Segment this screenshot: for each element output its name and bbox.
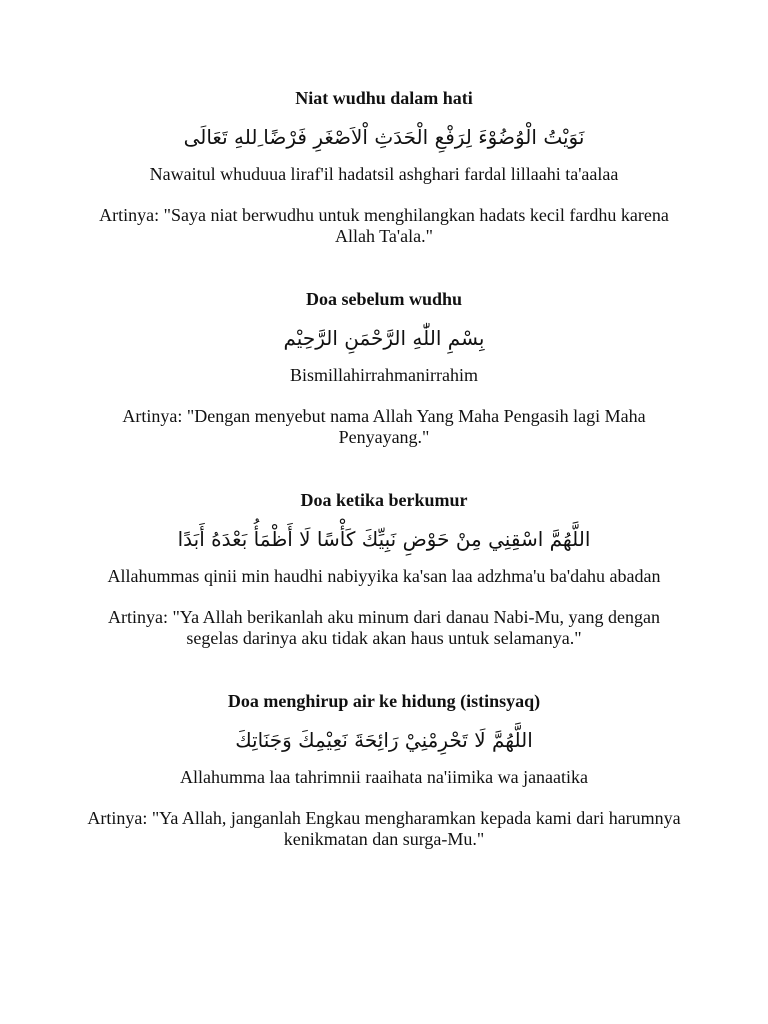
section-spacer (0, 649, 768, 689)
section-niat-wudhu (84, 86, 684, 247)
meaning-text: Artinya: "Dengan menyebut nama Allah Yang Maha Pengasih lagi Maha Penyayang." (122, 406, 646, 447)
transliteration-text: Nawaitul whuduua liraf'il hadatsil ashghari fardal lillaahi ta'aalaa (149, 164, 619, 184)
section-heading: Doa sebelum wudhu (305, 289, 463, 309)
section-spacer (0, 448, 768, 488)
section-heading: Doa menghirup air ke hidung (istinsyaq) (227, 691, 541, 711)
section-doa-sebelum-wudhu (84, 287, 684, 448)
section-heading: Niat wudhu dalam hati (295, 88, 473, 108)
transliteration-text: Bismillahirrahmanirrahim (290, 365, 478, 385)
meaning-text: Artinya: "Saya niat berwudhu untuk menghilangkan hadats kecil fardhu karena Allah Ta'ala." (99, 205, 669, 246)
transliteration-text: Allahummas qinii min haudhi nabiyyika ka'san laa adzhma'u ba'dahu abadan (107, 566, 661, 586)
section-heading: Doa ketika berkumur (300, 490, 468, 510)
section-doa-istinsyaq (84, 689, 684, 850)
arabic-text: اللَّهُمَّ اسْقِنِي مِنْ حَوْضِ نَبِيِّكَ كَأْسًا لَا أَظْمَأُ بَعْدَهُ أَبَدًا (177, 527, 591, 551)
arabic-text: نَوَيْتُ الْوُضُوْءَ لِرَفْعِ الْحَدَثِ اْلاَصْغَرِ فَرْضًا ِللهِ تَعَالَى (183, 125, 585, 149)
arabic-text: بِسْمِ اللّٰهِ الرَّحْمَنِ الرَّحِيْم (283, 326, 485, 350)
meaning-text: Artinya: "Ya Allah, janganlah Engkau mengharamkan kepada kami dari harumnya kenikmatan dan surga-Mu." (87, 808, 681, 849)
section-spacer (0, 247, 768, 287)
transliteration-text: Allahumma laa tahrimnii raaihata na'iimika wa janaatika (179, 767, 589, 787)
arabic-text: اللَّهُمَّ لَا تَحْرِمْنِيْ رَائِحَةَ نَعِيْمِكَ وَجَنَاتِكَ (235, 728, 533, 752)
meaning-text: Artinya: "Ya Allah berikanlah aku minum dari danau Nabi-Mu, yang dengan segelas darinya aku tidak akan haus untuk selamanya." (108, 607, 660, 648)
section-doa-berkumur (84, 488, 684, 649)
